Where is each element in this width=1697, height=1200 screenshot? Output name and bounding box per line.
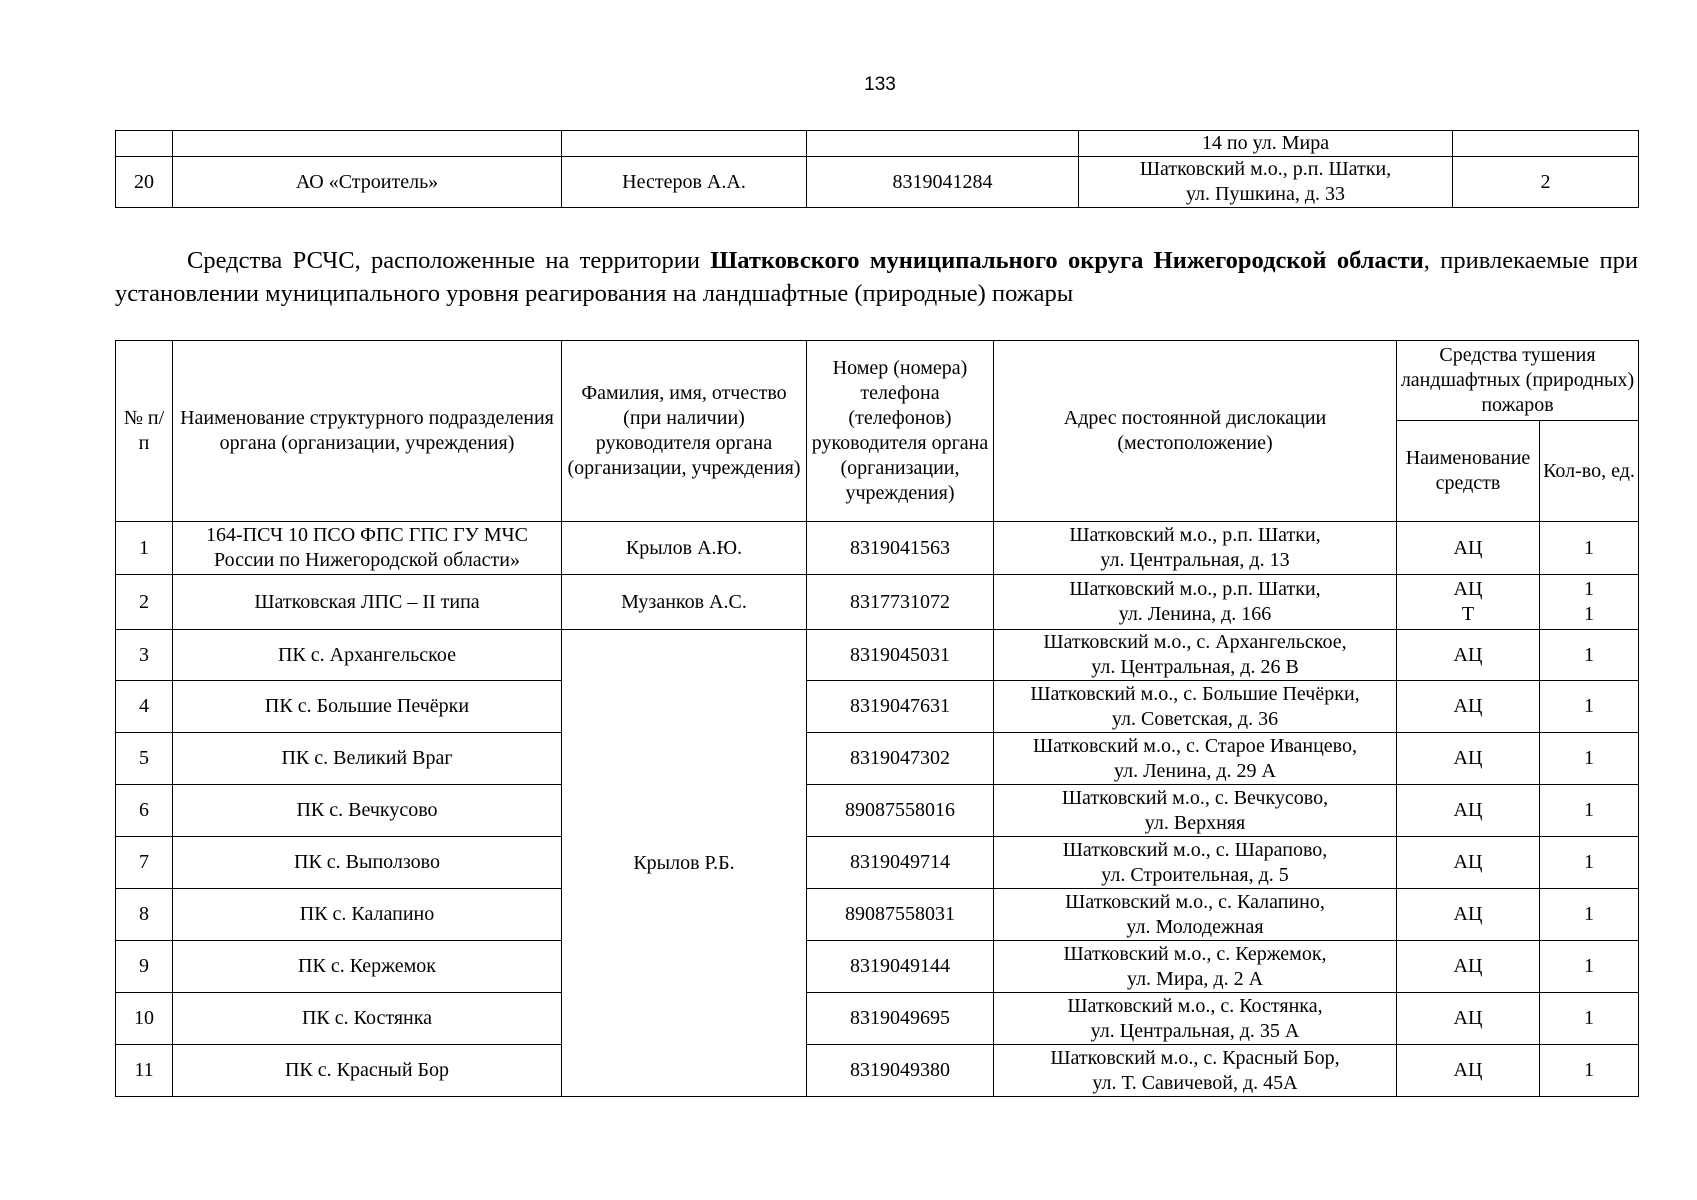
- cell-head: Музанков А.С.: [562, 575, 807, 630]
- table-row: [116, 889, 1639, 941]
- cell-phone: 8319045031: [807, 630, 994, 681]
- cell-qty: [1540, 522, 1639, 575]
- means-line: АЦ: [1453, 578, 1483, 600]
- means-line: АЦ: [1453, 851, 1483, 873]
- cell-num: 2: [116, 575, 173, 630]
- cell-num: 5: [116, 733, 173, 785]
- cell-means: [1397, 522, 1540, 575]
- cell-address: [994, 785, 1397, 837]
- header-head: Фамилия, имя, отчество (при наличии) руководителя органа (организации, учреждения): [562, 341, 807, 522]
- cell-address: [1079, 131, 1453, 157]
- table-row: [116, 522, 1639, 575]
- cell-address: [994, 630, 1397, 681]
- cell-num: 11: [116, 1045, 173, 1097]
- address-line: 14 по ул. Мира: [1201, 132, 1330, 154]
- cell-name: ПК с. Калапино: [173, 889, 562, 941]
- address-line: Шатковский м.о., с. Архангельское,: [1043, 631, 1347, 653]
- cell-address: [994, 733, 1397, 785]
- means-line: АЦ: [1453, 747, 1483, 769]
- cell-name: Шатковская ЛПС – II типа: [173, 575, 562, 630]
- qty-line: 1: [1584, 1007, 1594, 1029]
- cell-name: ПК с. Архангельское: [173, 630, 562, 681]
- header-name: Наименование структурного подразделения органа (организации, учреждения): [173, 341, 562, 522]
- means-line: АЦ: [1453, 903, 1483, 925]
- qty-line: 1: [1584, 578, 1594, 600]
- forces-table: [115, 340, 1639, 1097]
- cell-qty: [1540, 1045, 1639, 1097]
- table-row: [116, 575, 1639, 630]
- qty-line: 1: [1584, 643, 1594, 666]
- table-row: [116, 941, 1639, 993]
- cell-phone: 8319049695: [807, 993, 994, 1045]
- cell-num: 1: [116, 522, 173, 575]
- address-line: Шатковский м.о., с. Старое Иванцево,: [1033, 734, 1357, 757]
- address-line: ул. Пушкина, д. 33: [1185, 183, 1346, 205]
- cell-phone: 8319049714: [807, 837, 994, 889]
- table-row: [116, 157, 1639, 208]
- cell-qty: [1540, 941, 1639, 993]
- cell-num: 3: [116, 630, 173, 681]
- address-line: Шатковский м.о., с. Вечкусово,: [1061, 786, 1329, 809]
- qty-line: 1: [1584, 903, 1594, 925]
- address-line: Шатковский м.о., с. Шарапово,: [1062, 838, 1328, 861]
- means-line: АЦ: [1453, 799, 1483, 821]
- cell-num: 6: [116, 785, 173, 837]
- table-row: [116, 993, 1639, 1045]
- qty-line: 1: [1584, 799, 1594, 821]
- cell-address: [994, 522, 1397, 575]
- cell-qty: [1453, 131, 1639, 157]
- header-means-name: Наименование средств: [1397, 421, 1540, 522]
- cell-name: ПК с. Кержемок: [173, 941, 562, 993]
- means-line: АЦ: [1453, 536, 1483, 559]
- cell-qty: [1540, 733, 1639, 785]
- cell-head: Нестеров А.А.: [562, 157, 807, 208]
- address-line: ул. Центральная, д. 26 В: [1091, 656, 1299, 678]
- header-num: № п/п: [116, 341, 173, 522]
- header-means-group: Средства тушения ландшафтных (природных) пожаров: [1397, 341, 1639, 421]
- cell-address: [994, 889, 1397, 941]
- header-means-qty: Кол-во, ед.: [1540, 421, 1639, 522]
- cell-num: 20: [116, 157, 173, 208]
- cell-phone: 8319049380: [807, 1045, 994, 1097]
- address-line: ул. Центральная, д. 35 А: [1090, 1019, 1300, 1042]
- section-heading: [115, 244, 1638, 310]
- cell-phone: 89087558031: [807, 889, 994, 941]
- table-row: [116, 131, 1639, 157]
- means-line: АЦ: [1453, 1059, 1483, 1081]
- table-row: [116, 1045, 1639, 1097]
- cell-name: ПК с. Костянка: [173, 993, 562, 1045]
- cell-head: Крылов А.Ю.: [562, 522, 807, 575]
- qty-line: 1: [1584, 536, 1594, 559]
- heading-text-part2: , привлекаемые при установлении муниципального уровня реагирования на ландшафтные (природные) пожары: [115, 247, 1639, 307]
- heading-bold-region: Шатковского муниципального округа Нижегородской области: [710, 247, 1424, 274]
- address-line: Шатковский м.о., с. Костянка,: [1067, 994, 1323, 1017]
- qty-line: 1: [1584, 955, 1594, 977]
- cell-name: ПК с. Выползово: [173, 837, 562, 889]
- cell-phone: [807, 131, 1079, 157]
- address-line: ул. Строительная, д. 5: [1101, 863, 1289, 886]
- cell-address: [994, 941, 1397, 993]
- page-number: 133: [864, 74, 896, 95]
- qty-line: 1: [1584, 747, 1594, 769]
- means-line: АЦ: [1453, 1007, 1483, 1029]
- address-line: Шатковский м.о., с. Красный Бор,: [1050, 1046, 1340, 1069]
- table-row: [116, 837, 1639, 889]
- address-line: ул. Советская, д. 36: [1111, 707, 1279, 730]
- address-line: ул. Верхняя: [1144, 811, 1246, 834]
- cell-qty: [1540, 575, 1639, 630]
- cell-name: ПК с. Вечкусово: [173, 785, 562, 837]
- cell-phone: 8319047302: [807, 733, 994, 785]
- cell-address: [994, 681, 1397, 733]
- cell-num: 10: [116, 993, 173, 1045]
- cell-means: [1397, 630, 1540, 681]
- cell-name: ПК с. Большие Печёрки: [173, 681, 562, 733]
- cell-head: Крылов Р.Б.: [562, 630, 807, 1097]
- cell-num: 8: [116, 889, 173, 941]
- qty-line: 1: [1584, 603, 1594, 625]
- cell-name: [173, 131, 562, 157]
- qty-line: 1: [1584, 695, 1594, 717]
- table-row: [116, 785, 1639, 837]
- cell-means: [1397, 993, 1540, 1045]
- table-row: [116, 733, 1639, 785]
- cell-address: [994, 1045, 1397, 1097]
- table-row: [116, 630, 1639, 681]
- qty-line: 1: [1584, 851, 1594, 873]
- cell-qty: [1540, 630, 1639, 681]
- cell-phone: 8319041284: [807, 157, 1079, 208]
- table-row: [116, 681, 1639, 733]
- cell-means: [1397, 733, 1540, 785]
- address-line: ул. Молодежная: [1126, 915, 1264, 938]
- cell-num: 9: [116, 941, 173, 993]
- means-line: АЦ: [1453, 955, 1483, 977]
- cell-means: [1397, 681, 1540, 733]
- address-line: ул. Ленина, д. 166: [1118, 603, 1272, 625]
- cell-head: [562, 131, 807, 157]
- address-line: ул. Т. Савичевой, д. 45А: [1092, 1071, 1298, 1094]
- cell-name: ПК с. Великий Враг: [173, 733, 562, 785]
- means-line: Т: [1461, 603, 1475, 625]
- address-line: ул. Центральная, д. 13: [1100, 549, 1290, 571]
- cell-means: [1397, 941, 1540, 993]
- cell-means: [1397, 575, 1540, 630]
- cell-qty: [1540, 837, 1639, 889]
- cell-means: [1397, 1045, 1540, 1097]
- cell-means: [1397, 785, 1540, 837]
- address-line: ул. Мира, д. 2 А: [1126, 967, 1264, 990]
- cell-address: [1079, 157, 1453, 208]
- cell-qty: [1540, 889, 1639, 941]
- address-line: Шатковский м.о., с. Кержемок,: [1063, 942, 1327, 965]
- address-line: Шатковский м.о., р.п. Шатки,: [1069, 524, 1321, 546]
- cell-name: ПК с. Красный Бор: [173, 1045, 562, 1097]
- cell-qty: [1540, 785, 1639, 837]
- address-line: ул. Ленина, д. 29 А: [1113, 759, 1276, 782]
- address-line: Шатковский м.о., р.п. Шатки,: [1139, 158, 1392, 180]
- cell-phone: 8319041563: [807, 522, 994, 575]
- cell-address: [994, 993, 1397, 1045]
- address-line: Шатковский м.о., с. Большие Печёрки,: [1030, 682, 1360, 705]
- cell-address: [994, 575, 1397, 630]
- qty-line: 1: [1584, 1059, 1594, 1081]
- continuation-table: [115, 130, 1639, 208]
- cell-means: [1397, 837, 1540, 889]
- header-phone: Номер (номера) телефона (телефонов) руководителя органа (организации, учреждения): [807, 341, 994, 522]
- cell-phone: 8319049144: [807, 941, 994, 993]
- cell-qty: 2: [1453, 157, 1639, 208]
- address-line: Шатковский м.о., р.п. Шатки,: [1069, 578, 1321, 600]
- cell-num: 4: [116, 681, 173, 733]
- means-line: АЦ: [1453, 695, 1483, 717]
- cell-num: [116, 131, 173, 157]
- address-line: Шатковский м.о., с. Калапино,: [1065, 890, 1325, 913]
- cell-means: [1397, 889, 1540, 941]
- cell-qty: [1540, 681, 1639, 733]
- cell-address: [994, 837, 1397, 889]
- heading-text-part1: Средства РСЧС, расположенные на территории: [187, 247, 711, 274]
- cell-num: 7: [116, 837, 173, 889]
- cell-phone: 89087558016: [807, 785, 994, 837]
- cell-phone: 8319047631: [807, 681, 994, 733]
- header-address: Адрес постоянной дислокации (местоположение): [994, 341, 1397, 522]
- cell-qty: [1540, 993, 1639, 1045]
- cell-phone: 8317731072: [807, 575, 994, 630]
- means-line: АЦ: [1453, 643, 1483, 666]
- cell-name: АО «Строитель»: [173, 157, 562, 208]
- cell-name: 164-ПСЧ 10 ПСО ФПС ГПС ГУ МЧС России по Нижегородской области»: [173, 522, 562, 575]
